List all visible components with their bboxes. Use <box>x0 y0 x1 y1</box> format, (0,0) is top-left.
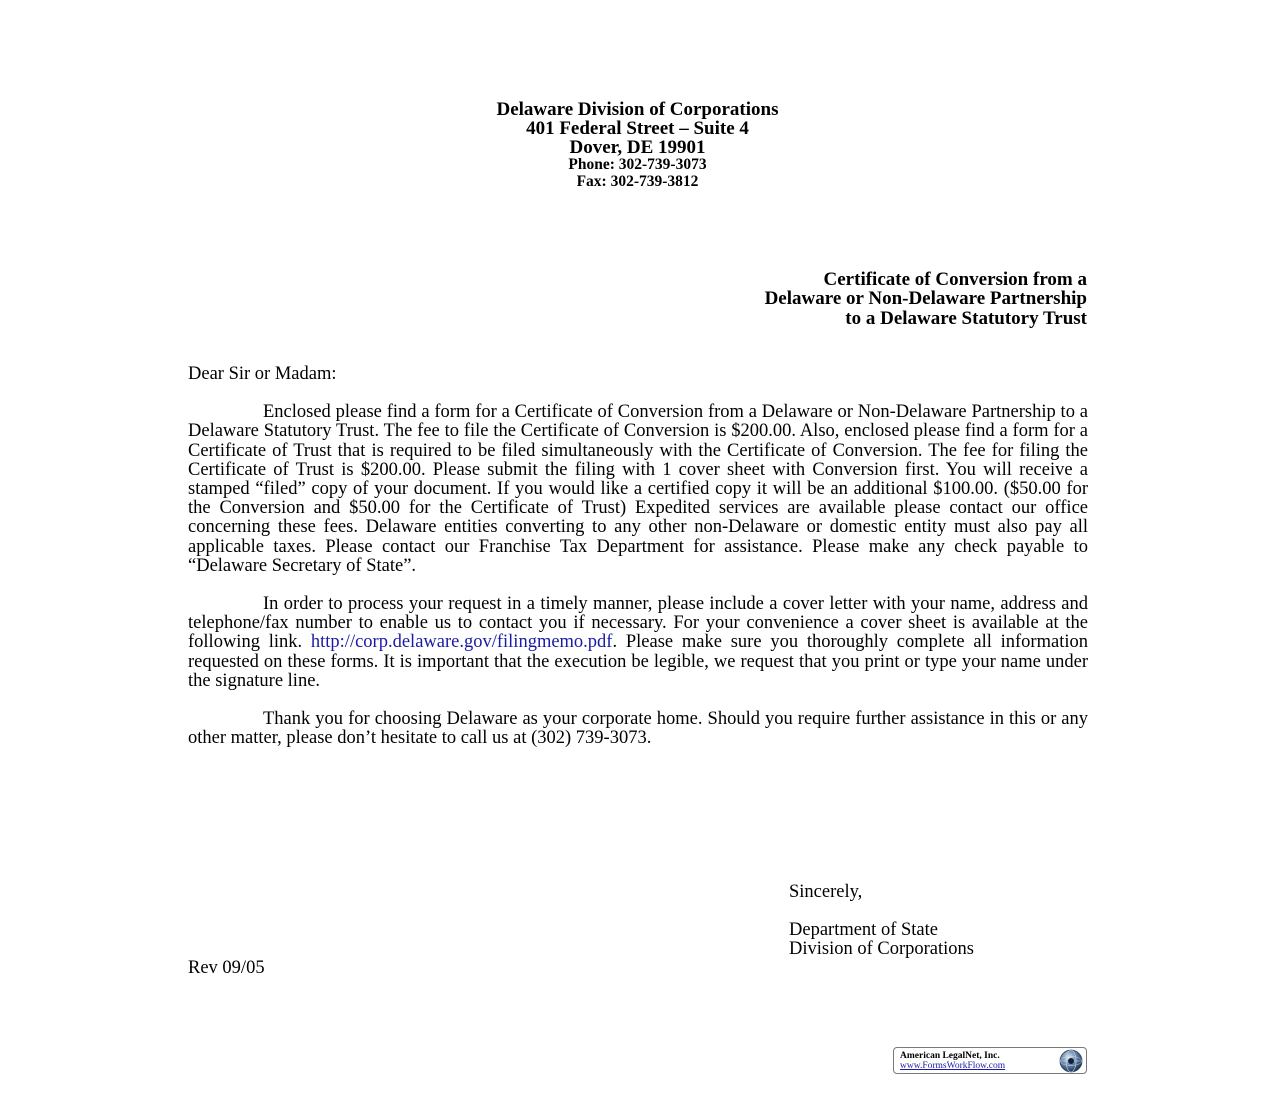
subject-line: Certificate of Conversion from a <box>823 269 1087 290</box>
paragraph-cover-letter <box>188 595 1088 691</box>
subject-line: to a Delaware Statutory Trust <box>845 307 1087 329</box>
closing-block <box>789 883 974 960</box>
street-address: 401 Federal Street – Suite 4 <box>526 118 749 139</box>
subject-block <box>765 270 1087 328</box>
paragraph-text: . Please make sure you thoroughly complete all information requested on these forms. It is important that the execution be legible, we request that you print or type your name under the signature line. <box>188 632 1088 691</box>
letter-body <box>188 365 1088 767</box>
fax-number: Fax: 302-739-3812 <box>576 172 699 190</box>
subject-line: Delaware or Non-Delaware Partnership <box>764 288 1087 310</box>
vendor-badge[interactable] <box>893 1047 1087 1074</box>
globe-logo-icon <box>1059 1049 1083 1073</box>
paragraph-text: In order to process your request in a timely manner, please include a cover letter with your name, address and telephone/fax number to enable us to contact you if necessary. For your convenience a cover sheet is available at the following link. <box>188 594 1088 653</box>
phone-number: Phone: 302-739-3073 <box>568 156 707 173</box>
filing-memo-link[interactable]: http://corp.delaware.gov/filingmemo.pdf <box>310 632 613 653</box>
paragraph-thank-you: Thank you for choosing Delaware as your corporate home. Should you require further assistance in this or any other matter, please don’t hesitate to call us at (302) 739-3073. <box>188 709 1088 749</box>
salutation: Dear Sir or Madam: <box>188 364 337 384</box>
paragraph-fees: Enclosed please find a form for a Certificate of Conversion from a Delaware or Non-Delaware Partnership to a Delaware Statutory Trust. The fee to file the Certificate of Conversion is $200.00. Also, enclosed please find a form for a Certificate of Trust that is required to be filed simultaneously with the Certificate of Conversion. The fee for filing the Certificate of Trust is $200.00. Please submit the filing with 1 cover sheet with Conversion first. You will receive a stamped “filed” copy of your document. If you would like a certified copy it will be an additional $100.00. ($50.00 for the Conversion and $50.00 for the Certificate of Trust) Expedited services are available please contact our office concerning these fees. Delaware entities converting to any other non-Delaware or domestic entity must also pay all applicable taxes. Please contact our Franchise Tax Department for assistance. Please make any check payable to “Delaware Secretary of State”. <box>188 402 1088 576</box>
division-name: Division of Corporations <box>789 939 974 960</box>
department-name: Department of State <box>789 920 938 941</box>
city-state-zip: Dover, DE 19901 <box>569 137 706 158</box>
vendor-website-link[interactable]: www.FormsWorkFlow.com <box>900 1061 1006 1071</box>
sign-off: Sincerely, <box>789 882 863 902</box>
letterhead <box>0 100 1275 190</box>
revision-note: Rev 09/05 <box>188 958 265 978</box>
vendor-name: American LegalNet, Inc. <box>900 1051 1000 1061</box>
org-name: Delaware Division of Corporations <box>496 99 779 120</box>
